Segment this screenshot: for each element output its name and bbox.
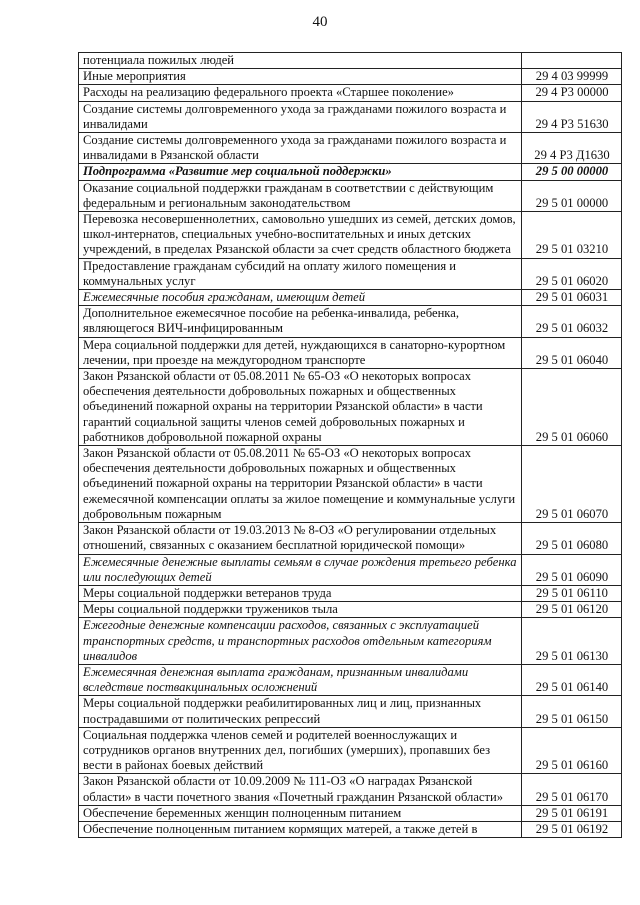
expense-item-code: 29 5 01 06060 <box>522 369 622 446</box>
expense-item-code: 29 5 01 06110 <box>522 585 622 601</box>
page-number: 40 <box>312 14 328 30</box>
table-row <box>79 53 622 69</box>
table-row <box>79 180 622 211</box>
expense-item-name: Обеспечение беременных женщин полноценным питанием <box>79 805 522 821</box>
expense-item-code: 29 4 P3 Д1630 <box>522 133 622 164</box>
table-row <box>79 369 622 446</box>
expense-item-code: 29 5 01 06090 <box>522 554 622 585</box>
table-row <box>79 133 622 164</box>
expense-item-code: 29 5 01 06040 <box>522 337 622 368</box>
expense-item-name: Ежегодные денежные компенсации расходов, связанных с эксплуатацией транспортных средств, и транспортных расходов отдельным категориям инвалидов <box>79 618 522 665</box>
expense-item-code: 29 5 00 00000 <box>522 164 622 180</box>
table-row <box>79 258 622 289</box>
table-row <box>79 337 622 368</box>
expense-item-name: Закон Рязанской области от 05.08.2011 № 65-ОЗ «О некоторых вопросах обеспечения деятельности добровольных пожарных и общественных объединений пожарной охраны на территории Рязанской области» в части гарантий социальной защиты членов семей добровольных пожарных и работников добровольной пожарной охраны <box>79 369 522 446</box>
table-row <box>79 306 622 337</box>
table-row <box>79 523 622 554</box>
expense-item-code: 29 5 01 06140 <box>522 664 622 695</box>
expense-item-code: 29 5 01 00000 <box>522 180 622 211</box>
expense-item-name: Ежемесячная денежная выплата гражданам, признанным инвалидами вследствие поствакцинальных осложнений <box>79 664 522 695</box>
table-row <box>79 727 622 774</box>
expense-item-code: 29 4 P3 51630 <box>522 101 622 132</box>
expense-item-code: 29 5 01 06032 <box>522 306 622 337</box>
table-row <box>79 69 622 85</box>
table-row <box>79 585 622 601</box>
expense-item-code: 29 5 01 06160 <box>522 727 622 774</box>
expense-item-name: Ежемесячные пособия гражданам, имеющим детей <box>79 290 522 306</box>
table-row <box>79 696 622 727</box>
expense-item-code: 29 5 01 03210 <box>522 212 622 259</box>
expense-item-code: 29 5 01 06070 <box>522 446 622 523</box>
expense-item-name: Мера социальной поддержки для детей, нуждающихся в санаторно-курортном лечении, при проезде на междугородном транспорте <box>79 337 522 368</box>
table-row <box>79 774 622 805</box>
table-row <box>79 85 622 101</box>
expense-item-name: Расходы на реализацию федерального проекта «Старшее поколение» <box>79 85 522 101</box>
expense-item-name: Дополнительное ежемесячное пособие на ребенка-инвалида, ребенка, являющегося ВИЧ-инфицированным <box>79 306 522 337</box>
expense-item-name: Закон Рязанской области от 05.08.2011 № 65-ОЗ «О некоторых вопросах обеспечения деятельности добровольных пожарных и общественных объединений пожарной охраны на территории Рязанской области» в части ежемесячной компенсации оплаты за жилое помещение и коммунальные услуги добровольным пожарным <box>79 446 522 523</box>
expense-item-name: Оказание социальной поддержки гражданам в соответствии с действующим федеральным и региональным законодательством <box>79 180 522 211</box>
table-row <box>79 602 622 618</box>
expense-item-code: 29 5 01 06031 <box>522 290 622 306</box>
expense-item-name: Меры социальной поддержки тружеников тыла <box>79 602 522 618</box>
table-row <box>79 290 622 306</box>
expense-item-name: Обеспечение полноценным питанием кормящих матерей, а также детей в <box>79 821 522 837</box>
expense-item-code: 29 5 01 06150 <box>522 696 622 727</box>
expense-item-name: потенциала пожилых людей <box>79 53 522 69</box>
expense-item-name: Перевозка несовершеннолетних, самовольно ушедших из семей, детских домов, школ-интернатов, специальных учебно-воспитательных и иных детских учреждений, в пределах Рязанской области за счет средств областного бюджета <box>79 212 522 259</box>
table-row <box>79 554 622 585</box>
expense-item-name: Ежемесячные денежные выплаты семьям в случае рождения третьего ребенка или последующих детей <box>79 554 522 585</box>
expense-item-name: Предоставление гражданам субсидий на оплату жилого помещения и коммунальных услуг <box>79 258 522 289</box>
table-row <box>79 101 622 132</box>
table-row <box>79 446 622 523</box>
expense-item-code: 29 5 01 06192 <box>522 821 622 837</box>
expense-item-name: Подпрограмма «Развитие мер социальной поддержки» <box>79 164 522 180</box>
expense-item-code: 29 5 01 06120 <box>522 602 622 618</box>
table-row <box>79 212 622 259</box>
expense-item-code: 29 5 01 06170 <box>522 774 622 805</box>
expense-item-name: Закон Рязанской области от 10.09.2009 № 111-ОЗ «О наградах Рязанской области» в части почетного звания «Почетный гражданин Рязанской области» <box>79 774 522 805</box>
expense-item-code <box>522 53 622 69</box>
expense-item-code: 29 5 01 06080 <box>522 523 622 554</box>
expense-item-code: 29 5 01 06130 <box>522 618 622 665</box>
expense-item-name: Закон Рязанской области от 19.03.2013 № 8-ОЗ «О регулировании отдельных отношений, связанных с оказанием бесплатной юридической помощи» <box>79 523 522 554</box>
expense-item-name: Меры социальной поддержки реабилитированных лиц и лиц, признанных пострадавшими от политических репрессий <box>79 696 522 727</box>
expense-item-code: 29 5 01 06191 <box>522 805 622 821</box>
expense-item-name: Меры социальной поддержки ветеранов труда <box>79 585 522 601</box>
expense-item-name: Социальная поддержка членов семей и родителей военнослужащих и сотрудников органов внутренних дел, погибших (умерших), пропавших без вести в районах боевых действий <box>79 727 522 774</box>
expense-item-name: Создание системы долговременного ухода за гражданами пожилого возраста и инвалидами <box>79 101 522 132</box>
expense-item-code: 29 5 01 06020 <box>522 258 622 289</box>
table-row <box>79 164 622 180</box>
budget-classification-table <box>78 52 622 838</box>
expense-item-name: Создание системы долговременного ухода за гражданами пожилого возраста и инвалидами в Рязанской области <box>79 133 522 164</box>
table-row <box>79 618 622 665</box>
table-row <box>79 821 622 837</box>
expense-item-code: 29 4 03 99999 <box>522 69 622 85</box>
expense-item-name: Иные мероприятия <box>79 69 522 85</box>
expense-item-code: 29 4 P3 00000 <box>522 85 622 101</box>
table-row <box>79 805 622 821</box>
table-row <box>79 664 622 695</box>
